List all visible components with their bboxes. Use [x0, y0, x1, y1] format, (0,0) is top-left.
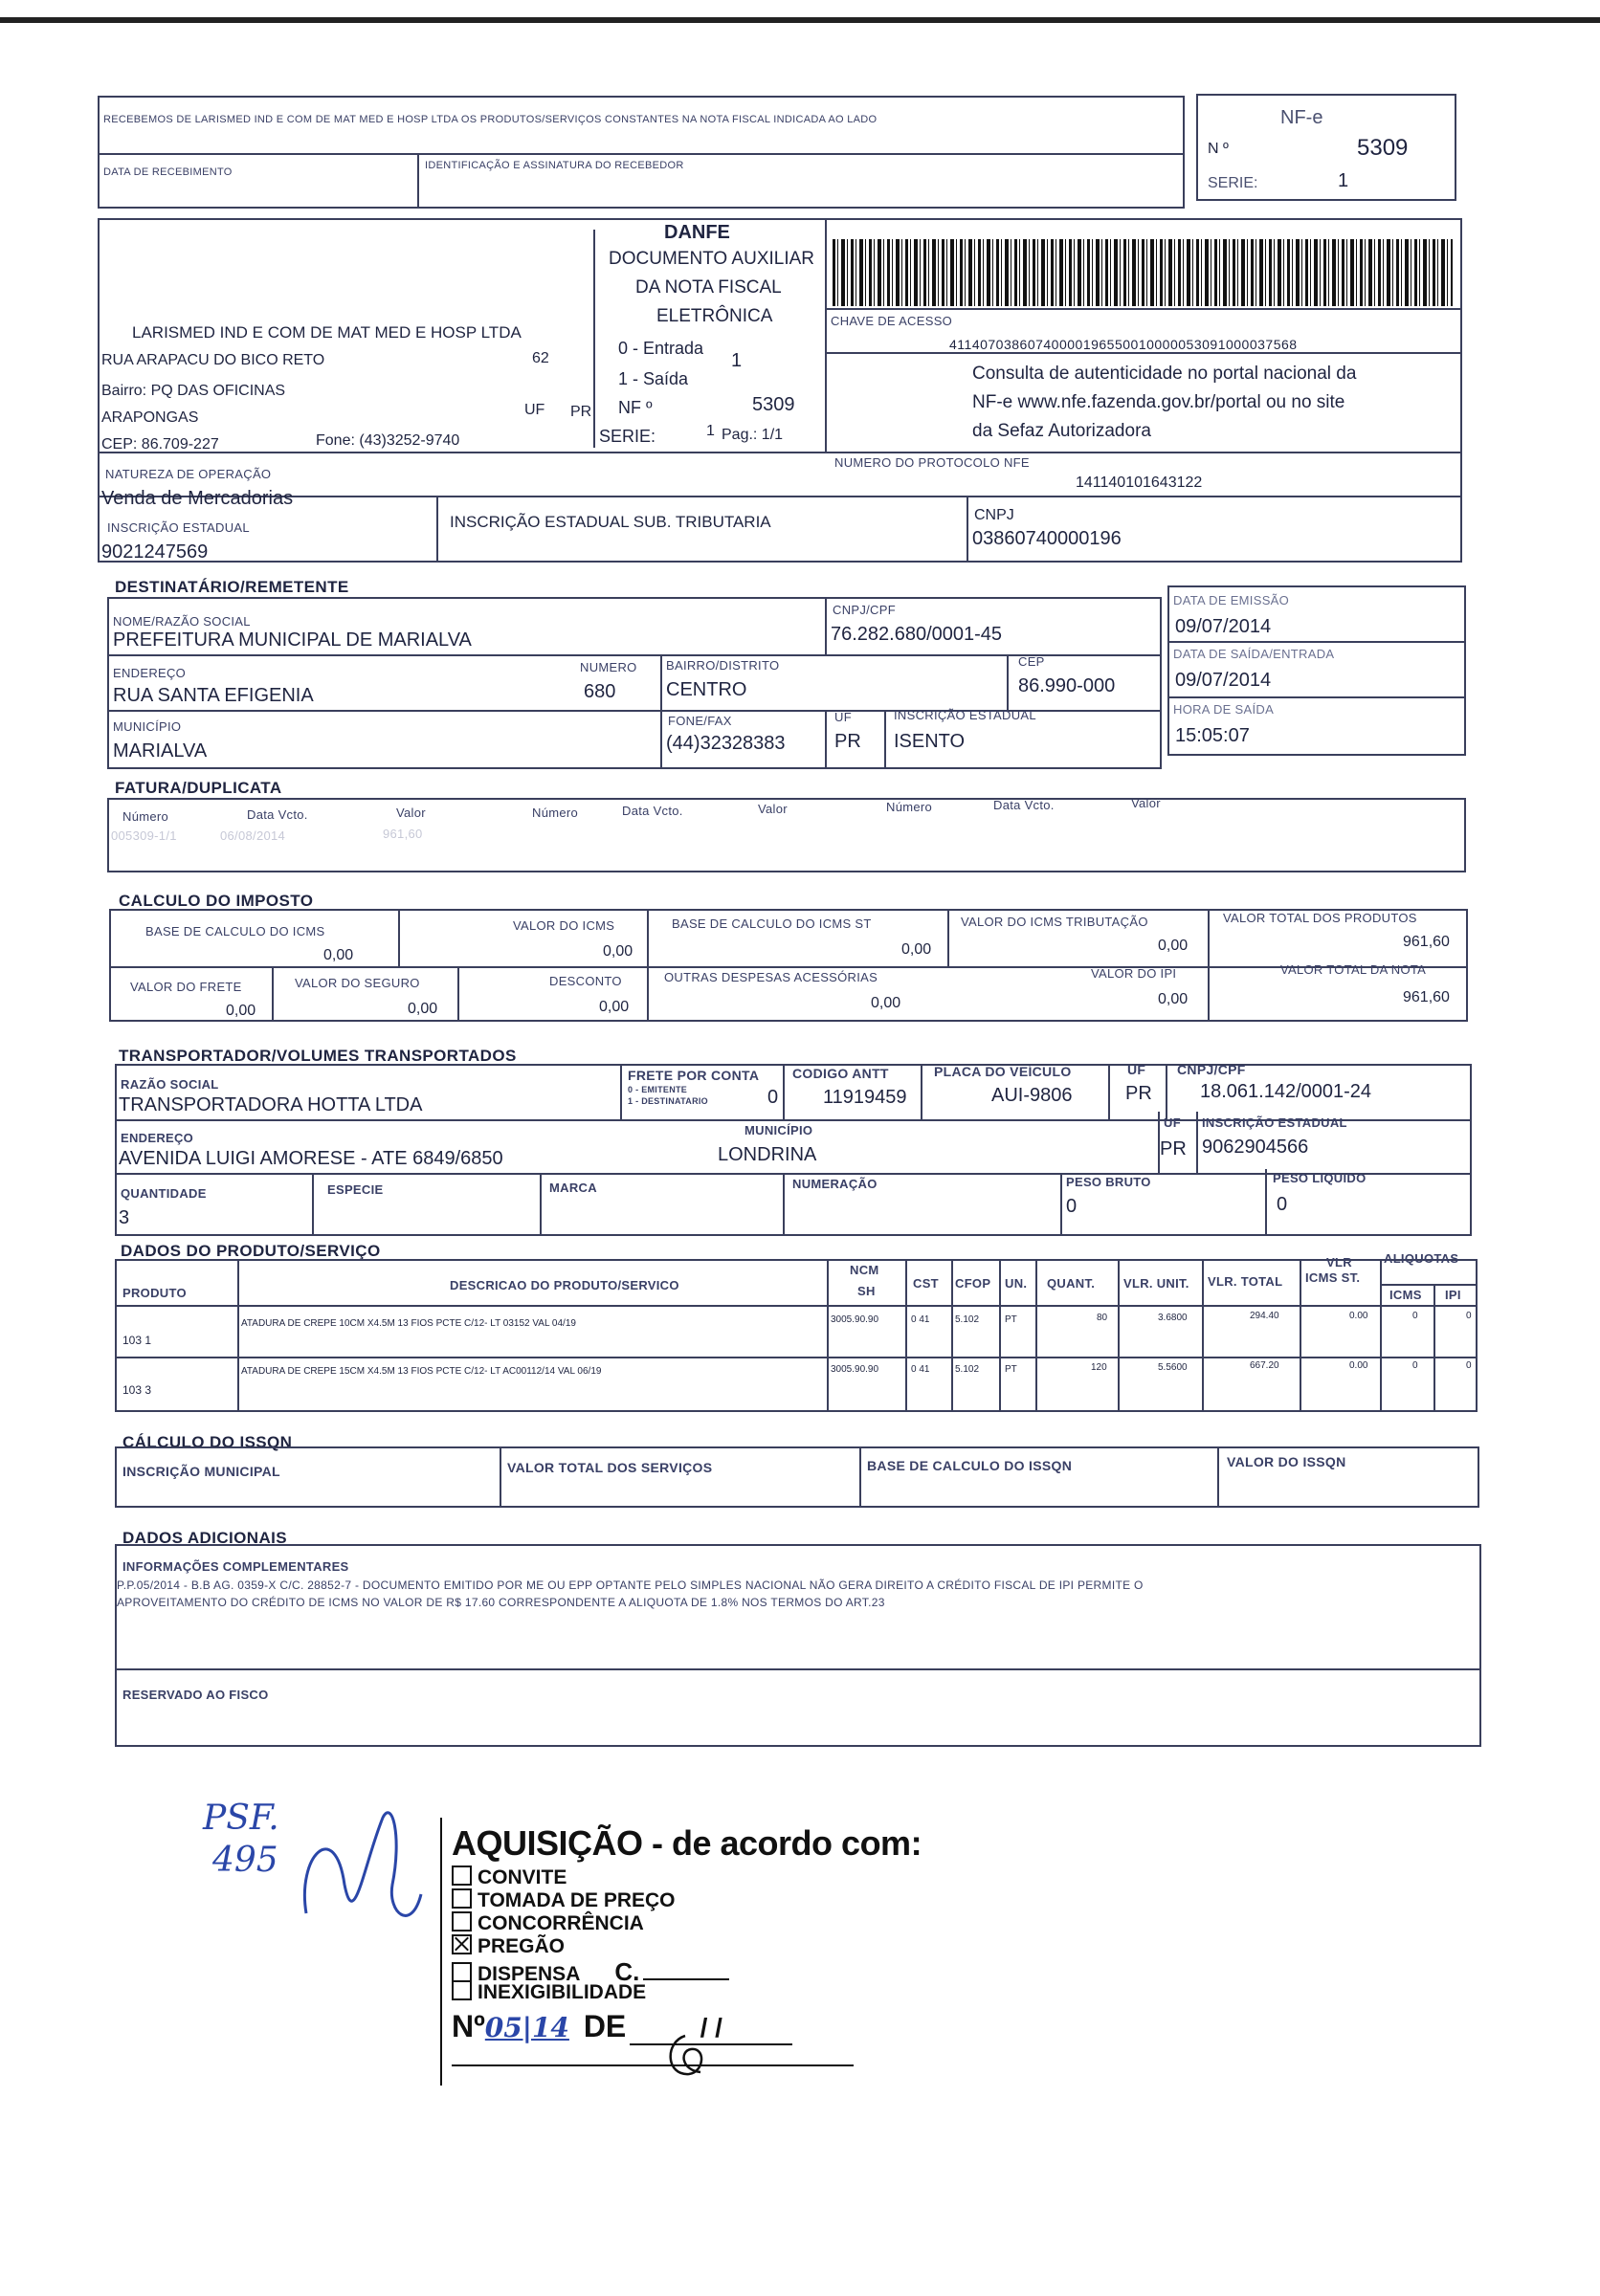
- col-un: UN.: [1005, 1276, 1028, 1291]
- frete-conta-label: FRETE POR CONTA: [628, 1068, 760, 1083]
- row-2-un: PT: [1005, 1364, 1017, 1375]
- invoice-row-num: 005309-1/1: [111, 828, 177, 843]
- receipt-box: [98, 96, 1185, 209]
- checkbox-dispensa[interactable]: [452, 1962, 472, 1982]
- recipient-name-label: NOME/RAZÃO SOCIAL: [113, 614, 251, 629]
- icms-value: 0,00: [603, 943, 633, 960]
- invoice-col-value-2: Valor: [758, 802, 788, 816]
- row-1-cfop: 5.102: [955, 1314, 980, 1325]
- recipient-city-label: MUNICÍPIO: [113, 719, 182, 734]
- transport-name-label: RAZÃO SOCIAL: [121, 1077, 219, 1092]
- total-prod-label: VALOR TOTAL DOS PRODUTOS: [1223, 911, 1417, 925]
- row-2-aliq-icms: 0: [1412, 1360, 1418, 1371]
- cnpj-value: 03860740000196: [972, 528, 1122, 549]
- col-quant: QUANT.: [1047, 1276, 1096, 1291]
- total-prod-value: 961,60: [1403, 934, 1450, 950]
- recipient-cnpj-label: CNPJ/CPF: [833, 603, 896, 617]
- row-2-total: 667.20: [1250, 1360, 1279, 1371]
- receipt-date-label: DATA DE RECEBIMENTO: [103, 166, 233, 178]
- invoice-row-date: 06/08/2014: [220, 828, 286, 843]
- base-icms-value: 0,00: [323, 947, 354, 963]
- nfe-label: NF-e: [1280, 107, 1323, 128]
- antt-label: CODIGO ANTT: [792, 1066, 889, 1081]
- recipient-section: DESTINATÁRIO/REMETENTE: [115, 578, 349, 596]
- row-1-ncm: 3005.90.90: [831, 1314, 879, 1325]
- danfe-title: DANFE: [664, 222, 730, 243]
- ie-st-label: INSCRIÇÃO ESTADUAL SUB. TRIBUTARIA: [450, 513, 771, 531]
- nature-label: NATUREZA DE OPERAÇÃO: [105, 467, 272, 481]
- additional-box: [115, 1544, 1481, 1747]
- recipient-cep-label: CEP: [1018, 654, 1045, 669]
- col-aliquotas: ALIQUOTAS: [1384, 1251, 1459, 1266]
- recipient-name: PREFEITURA MUNICIPAL DE MARIALVA: [113, 629, 472, 651]
- invoice-col-num-2: Número: [532, 806, 579, 820]
- emitter-name: LARISMED IND E COM DE MAT MED E HOSP LTDA: [132, 323, 522, 342]
- row-2-icmsst: 0.00: [1349, 1360, 1368, 1371]
- transport-ie-label: INSCRIÇÃO ESTADUAL: [1202, 1115, 1347, 1130]
- transport-ie: 9062904566: [1202, 1137, 1309, 1158]
- hour-label: HORA DE SAÍDA: [1173, 702, 1275, 717]
- emitter-city: ARAPONGAS: [101, 409, 199, 426]
- recipient-ie: ISENTO: [894, 731, 966, 752]
- col-aliq-ipi: IPI: [1445, 1288, 1461, 1302]
- row-2-desc: ATADURA DE CREPE 15CM X4.5M 13 FIOS PCTE C/12- LT AC00112/14 VAL 06/19: [241, 1366, 602, 1377]
- emitter-bairro: Bairro: PQ DAS OFICINAS: [101, 383, 286, 399]
- nfe-no-label: N º: [1208, 141, 1229, 157]
- scan-edge: [0, 17, 1600, 23]
- antt-value: 11919459: [823, 1087, 907, 1108]
- recipient-bairro-label: BAIRRO/DISTRITO: [666, 658, 780, 673]
- emitter-cep: CEP: 86.709-227: [101, 436, 219, 453]
- cnpj-label: CNPJ: [974, 507, 1014, 523]
- col-ncm-2: SH: [857, 1284, 876, 1298]
- frete-opt-2: 1 - DESTINATARIO: [628, 1096, 708, 1106]
- stamp-title: AQUISIÇÃO - de acordo com:: [452, 1823, 922, 1863]
- transport-uf2-label: UF: [1164, 1115, 1181, 1130]
- transport-name: TRANSPORTADORA HOTTA LTDA: [119, 1094, 423, 1115]
- fisco-label: RESERVADO AO FISCO: [122, 1688, 269, 1702]
- access-key-value: 41140703860740000196550010000053091000037568: [949, 337, 1298, 352]
- stamp-number: 05|14: [484, 2012, 569, 2043]
- total-nota-label: VALOR TOTAL DA NOTA: [1280, 962, 1427, 977]
- row-2-unit: 5.5600: [1158, 1362, 1188, 1373]
- receipt-text: RECEBEMOS DE LARISMED IND E COM DE MAT MED E HOSP LTDA OS PRODUTOS/SERVIÇOS CONSTANTES NA NOTA FISCAL INDICADA AO LADO: [103, 114, 878, 125]
- emitter-uf-label: UF: [524, 402, 545, 418]
- invoice-section: FATURA/DUPLICATA: [115, 779, 282, 797]
- access-key-barcode: [833, 239, 1453, 306]
- recipient-bairro: CENTRO: [666, 679, 747, 700]
- recipient-number-label: NUMERO: [580, 660, 637, 674]
- issqn-base-label: BASE DE CALCULO DO ISSQN: [867, 1458, 1073, 1473]
- col-ncm-1: NCM: [850, 1263, 879, 1277]
- qty-value: 3: [119, 1207, 130, 1228]
- row-2-code: 103 3: [122, 1383, 152, 1397]
- transport-uf: PR: [1125, 1083, 1152, 1104]
- emitter-address: RUA ARAPACU DO BICO RETO: [101, 352, 325, 368]
- col-cfop: CFOP: [955, 1276, 991, 1291]
- issqn-im-label: INSCRIÇÃO MUNICIPAL: [122, 1464, 280, 1479]
- row-1-icmsst: 0.00: [1349, 1311, 1368, 1321]
- transport-city-label: MUNICÍPIO: [744, 1123, 813, 1137]
- transport-cnpj-label: CNPJ/CPF: [1177, 1062, 1246, 1077]
- recipient-number: 680: [584, 681, 616, 702]
- signature-scribble: [268, 1779, 440, 1971]
- stamp-option-tomada: TOMADA DE PREÇO: [452, 1888, 676, 1912]
- issqn-valor-label: VALOR DO ISSQN: [1227, 1454, 1346, 1469]
- row-1-code: 103 1: [122, 1334, 152, 1347]
- row-1-aliq-ipi: 0: [1466, 1311, 1472, 1321]
- danfe-entrada: 0 - Entrada: [618, 339, 704, 358]
- exit-hour: 15:05:07: [1175, 725, 1250, 746]
- row-2-ncm: 3005.90.90: [831, 1364, 879, 1375]
- transport-address: AVENIDA LUIGI AMORESE - ATE 6849/6850: [119, 1148, 503, 1169]
- emitter-address-no: 62: [532, 350, 549, 366]
- desconto-value: 0,00: [599, 999, 630, 1015]
- invoice-col-date-1: Data Vcto.: [247, 807, 308, 822]
- col-cst: CST: [913, 1276, 939, 1291]
- danfe-serie-label: SERIE:: [599, 427, 656, 446]
- seguro-value: 0,00: [408, 1001, 438, 1017]
- access-consult-3: da Sefaz Autorizadora: [972, 421, 1151, 441]
- danfe-nf-value: 5309: [752, 394, 795, 415]
- transport-cnpj: 18.061.142/0001-24: [1200, 1081, 1372, 1102]
- row-2-qty: 120: [1091, 1362, 1107, 1373]
- outras-value: 0,00: [871, 995, 901, 1011]
- frete-conta-value: 0: [767, 1087, 779, 1108]
- row-1-aliq-icms: 0: [1412, 1311, 1418, 1321]
- row-2-cfop: 5.102: [955, 1364, 980, 1375]
- row-2-aliq-ipi: 0: [1466, 1360, 1472, 1371]
- access-key-label: CHAVE DE ACESSO: [831, 314, 953, 328]
- row-1-cst: 0 41: [911, 1314, 930, 1325]
- col-descricao: DESCRICAO DO PRODUTO/SERVICO: [450, 1278, 679, 1292]
- col-vunit: VLR. UNIT.: [1123, 1276, 1189, 1291]
- base-icms-label: BASE DE CALCULO DO ICMS: [145, 924, 325, 938]
- peso-liquido-value: 0: [1277, 1194, 1288, 1215]
- info-label: INFORMAÇÕES COMPLEMENTARES: [122, 1559, 349, 1574]
- danfe-serie-value: 1: [706, 423, 715, 439]
- recipient-cep: 86.990-000: [1018, 675, 1116, 696]
- danfe-saida: 1 - Saída: [618, 369, 689, 388]
- row-2-cst: 0 41: [911, 1364, 930, 1375]
- seguro-label: VALOR DO SEGURO: [295, 976, 420, 990]
- nfe-serie-label: SERIE:: [1208, 175, 1258, 191]
- protocol-value: 141140101643122: [1076, 475, 1203, 491]
- checkbox-concorrencia[interactable]: [452, 1911, 472, 1932]
- peso-bruto-label: PESO BRUTO: [1066, 1175, 1151, 1189]
- row-1-un: PT: [1005, 1314, 1017, 1325]
- recipient-uf: PR: [834, 731, 861, 752]
- recipient-phone-label: FONE/FAX: [668, 714, 732, 728]
- base-st-label: BASE DE CALCULO DO ICMS ST: [672, 916, 872, 931]
- exit-date: 09/07/2014: [1175, 670, 1272, 691]
- transport-address-label: ENDEREÇO: [121, 1131, 194, 1145]
- danfe-tipo: 1: [731, 350, 743, 371]
- invoice-col-value-3: Valor: [1131, 796, 1161, 810]
- receipt-sign-label: IDENTIFICAÇÃO E ASSINATURA DO RECEBEDOR: [425, 160, 684, 171]
- recipient-box: [107, 597, 1162, 769]
- invoice-col-num-1: Número: [122, 809, 169, 824]
- invoice-row-value: 961,60: [383, 827, 423, 841]
- stamp-date: / /: [630, 2013, 792, 2045]
- recipient-phone: (44)32328383: [666, 733, 786, 754]
- danfe-pag: Pag.: 1/1: [722, 427, 784, 443]
- frete-opt-1: 0 - EMITENTE: [628, 1085, 688, 1094]
- exit-label: DATA DE SAÍDA/ENTRADA: [1173, 647, 1335, 661]
- transport-section: TRANSPORTADOR/VOLUMES TRANSPORTADOS: [119, 1047, 517, 1065]
- total-nota-value: 961,60: [1403, 989, 1450, 1005]
- row-1-unit: 3.6800: [1158, 1313, 1188, 1323]
- peso-liquido-label: PESO LIQUIDO: [1273, 1171, 1367, 1185]
- stamp-option-convite: CONVITE: [452, 1866, 567, 1889]
- icms-trib-value: 0,00: [1158, 938, 1189, 954]
- stamp-option-concorrencia: CONCORRÊNCIA: [452, 1911, 644, 1935]
- checkbox-convite[interactable]: [452, 1866, 472, 1886]
- acquisition-stamp: [440, 1818, 922, 2095]
- issqn-section: CÁLCULO DO ISSQN: [122, 1433, 293, 1451]
- invoice-col-date-2: Data Vcto.: [622, 804, 683, 818]
- plate-label: PLACA DO VEÍCULO: [934, 1064, 1072, 1079]
- recipient-city: MARIALVA: [113, 740, 208, 762]
- transport-uf-label: UF: [1127, 1062, 1146, 1077]
- danfe-line1: DOCUMENTO AUXILIAR: [609, 249, 815, 269]
- invoice-col-value-1: Valor: [396, 806, 426, 820]
- emitter-fone: Fone: (43)3252-9740: [316, 432, 460, 449]
- row-1-desc: ATADURA DE CREPE 10CM X4.5M 13 FIOS PCTE C/12- LT 03152 VAL 04/19: [241, 1318, 576, 1329]
- row-1-total: 294.40: [1250, 1311, 1279, 1321]
- checkbox-pregao-checked[interactable]: [452, 1934, 472, 1954]
- tax-section: CALCULO DO IMPOSTO: [119, 892, 314, 910]
- qty-label: QUANTIDADE: [121, 1186, 207, 1201]
- protocol-label: NUMERO DO PROTOCOLO NFE: [834, 455, 1030, 470]
- products-section: DADOS DO PRODUTO/SERVIÇO: [121, 1242, 381, 1260]
- recipient-address-label: ENDEREÇO: [113, 666, 187, 680]
- ipi-value: 0,00: [1158, 991, 1189, 1007]
- recipient-uf-label: UF: [834, 710, 852, 724]
- col-produto: PRODUTO: [122, 1286, 187, 1300]
- stamp-number-line: Nº05|14 DE / /: [452, 2009, 792, 2045]
- numeracao-label: NUMERAÇÃO: [792, 1177, 878, 1191]
- icms-label: VALOR DO ICMS: [513, 918, 615, 933]
- transport-city: LONDRINA: [718, 1144, 817, 1165]
- emission-label: DATA DE EMISSÃO: [1173, 593, 1290, 607]
- col-aliq-icms: ICMS: [1389, 1288, 1422, 1302]
- marca-label: MARCA: [549, 1181, 597, 1195]
- frete-value: 0,00: [226, 1003, 256, 1019]
- row-1-qty: 80: [1097, 1313, 1108, 1323]
- invoice-col-num-3: Número: [886, 800, 933, 814]
- checkbox-tomada[interactable]: [452, 1888, 472, 1909]
- stamp-option-pregao: PREGÃO: [452, 1934, 565, 1958]
- frete-label: VALOR DO FRETE: [130, 980, 242, 994]
- info-line-1: P.P.05/2014 - B.B AG. 0359-X C/C. 28852-7 - DOCUMENTO EMITIDO POR ME OU EPP OPTANTE PELO SIMPLES NACIONAL NÃO GERA DIREITO A CRÉDITO FISCAL DE IPI PERMITE O: [117, 1578, 1144, 1592]
- danfe-line3: ELETRÔNICA: [656, 306, 773, 326]
- ie-label: INSCRIÇÃO ESTADUAL: [107, 520, 250, 535]
- handwritten-note-1: PSF.: [203, 1799, 279, 1838]
- invoice-col-date-3: Data Vcto.: [993, 798, 1055, 812]
- especie-label: ESPECIE: [327, 1182, 384, 1197]
- nature-value: Venda de Mercadorias: [101, 488, 294, 509]
- danfe-line2: DA NOTA FISCAL: [635, 277, 782, 298]
- ipi-label: VALOR DO IPI: [1091, 966, 1177, 981]
- stamp-option-dispensa: DISPENSA C.: [452, 1957, 729, 1987]
- emission-date: 09/07/2014: [1175, 616, 1272, 637]
- nfe-no-value: 5309: [1357, 135, 1409, 161]
- transport-uf2: PR: [1160, 1138, 1187, 1159]
- checkbox-inexigibilidade[interactable]: [452, 1980, 472, 2000]
- recipient-cnpj: 76.282.680/0001-45: [831, 624, 1003, 645]
- plate-value: AUI-9806: [991, 1085, 1073, 1106]
- stamp-initials: [656, 2028, 714, 2086]
- peso-bruto-value: 0: [1066, 1196, 1078, 1217]
- danfe-nf-label: NF º: [618, 398, 653, 417]
- stamp-option-inexigibilidade: INEXIGIBILIDADE: [452, 1980, 646, 2004]
- outras-label: OUTRAS DESPESAS ACESSÓRIAS: [664, 970, 878, 984]
- access-consult-1: Consulta de autenticidade no portal nacional da: [972, 364, 1357, 384]
- additional-section: DADOS ADICIONAIS: [122, 1529, 288, 1547]
- recipient-address: RUA SANTA EFIGENIA: [113, 685, 314, 706]
- access-consult-2: NF-e www.nfe.fazenda.gov.br/portal ou no site: [972, 392, 1345, 412]
- col-vicms-2: ICMS ST.: [1305, 1270, 1361, 1285]
- desconto-label: DESCONTO: [549, 974, 622, 988]
- handwritten-note-2: 495: [212, 1841, 278, 1880]
- base-st-value: 0,00: [901, 941, 932, 958]
- icms-trib-label: VALOR DO ICMS TRIBUTAÇÃO: [961, 915, 1148, 929]
- info-line-2: APROVEITAMENTO DO CRÉDITO DE ICMS NO VALOR DE R$ 17.60 CORRESPONDENTE A ALIQUOTA DE 1.8% NOS TERMOS DO ART.23: [117, 1596, 885, 1609]
- col-vicms-1: VLR: [1326, 1255, 1352, 1269]
- recipient-ie-label: INSCRIÇÃO ESTADUAL: [894, 708, 1036, 722]
- col-vtotal: VLR. TOTAL: [1208, 1274, 1283, 1289]
- nfe-serie-value: 1: [1338, 170, 1349, 191]
- issqn-total-label: VALOR TOTAL DOS SERVIÇOS: [507, 1460, 713, 1475]
- ie-value: 9021247569: [101, 541, 209, 563]
- emitter-uf: PR: [570, 404, 592, 420]
